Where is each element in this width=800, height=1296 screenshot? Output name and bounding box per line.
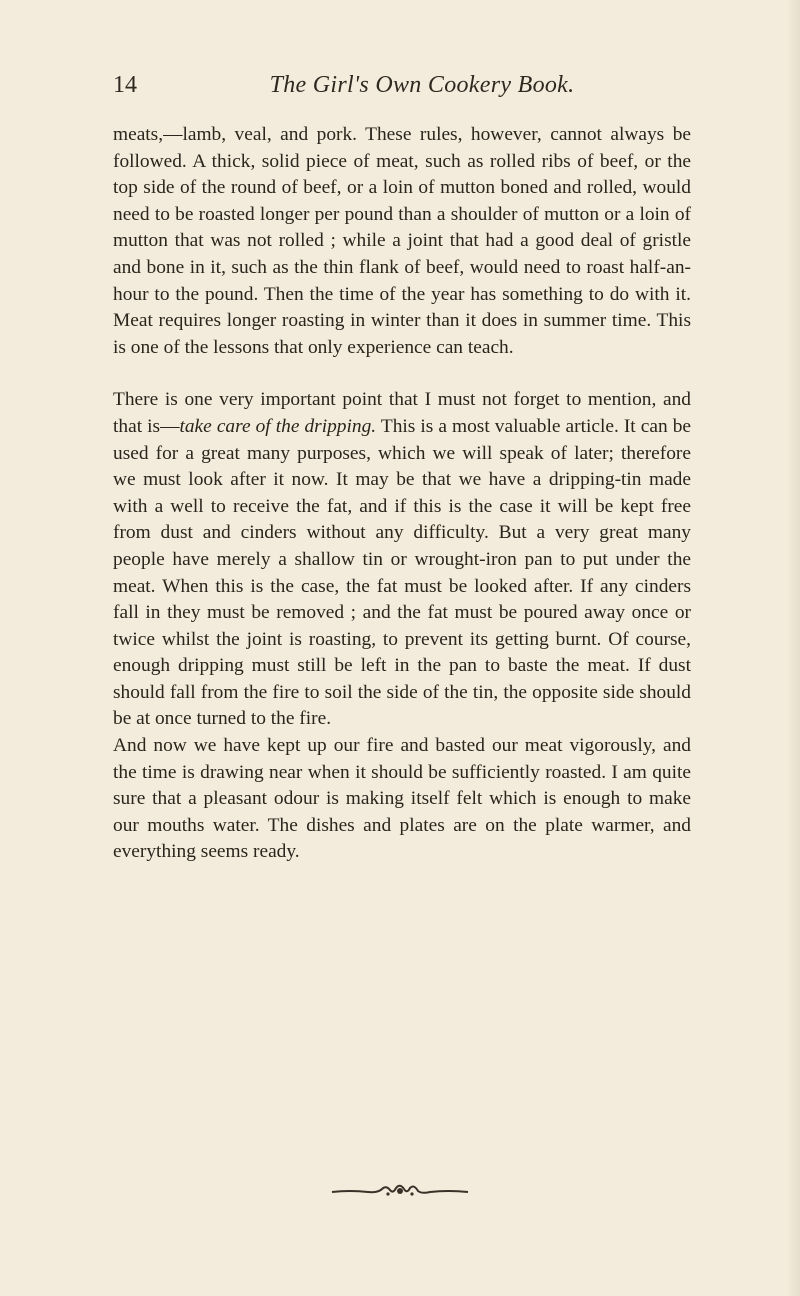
body-text	[113, 122, 691, 866]
paragraph-2-rest: This is a most valuable article. It can be used for a great many purposes, which we will speak of later; therefore we must look after it now. It may be that we have a dripping-tin made with a well to receive the fat, and if this is the case it will be kept free from dust and cinders without any difficulty. But a very great many people have merely a shallow tin or wrought-iron pan to put under the meat. When this is the case, the fat must be looked after. If any cinders fall in they must be removed ; and the fat must be poured away once or twice whilst the joint is roasting, to prevent its getting burnt. Of course, enough dripping must still be left in the pan to baste the meat. If dust should fall from the fire to soil the side of the tin, the opposite side should be at once turned to the fire.	[113, 415, 692, 730]
page-header	[113, 72, 691, 106]
paragraph-gap	[113, 361, 691, 387]
paragraph-2-emphasis: take care of the dripping.	[179, 415, 377, 437]
page-edge-shadow	[786, 0, 800, 1296]
flourish-svg	[330, 1180, 470, 1202]
paragraph-1: meats,—lamb, veal, and pork. These rules, however, cannot always be followed. A thick, solid piece of meat, such as rolled ribs of beef, or the top side of the round of beef, or a loin of mutton boned and rolled, would need to be roasted longer per pound than a shoulder of mutton or a loin of mutton that was not rolled ; while a joint that had a good deal of gristle and bone in it, such as the thin flank of beef, would need to roast half-an-hour to the pound. Then the time of the year has something to do with it. Meat requires longer roasting in winter than it does in summer time. This is one of the lessons that only experience can teach.	[113, 124, 691, 358]
running-title: The Girl's Own Cookery Book.	[269, 72, 575, 98]
paragraph-2	[113, 387, 691, 733]
page-number: 14	[113, 72, 137, 98]
paragraph-3: And now we have kept up our fire and basted our meat vigorously, and the time is drawing near when it should be sufficiently roasted. I am quite sure that a pleasant odour is making itself felt which is enough to make our mouths water. The dishes and plates are on the plate warmer, and everything seems ready.	[113, 735, 691, 863]
decorative-flourish-icon	[330, 1180, 470, 1202]
paragraph-2-lead: There is one very important point that I must not forget to mention, and that is—	[113, 389, 691, 437]
